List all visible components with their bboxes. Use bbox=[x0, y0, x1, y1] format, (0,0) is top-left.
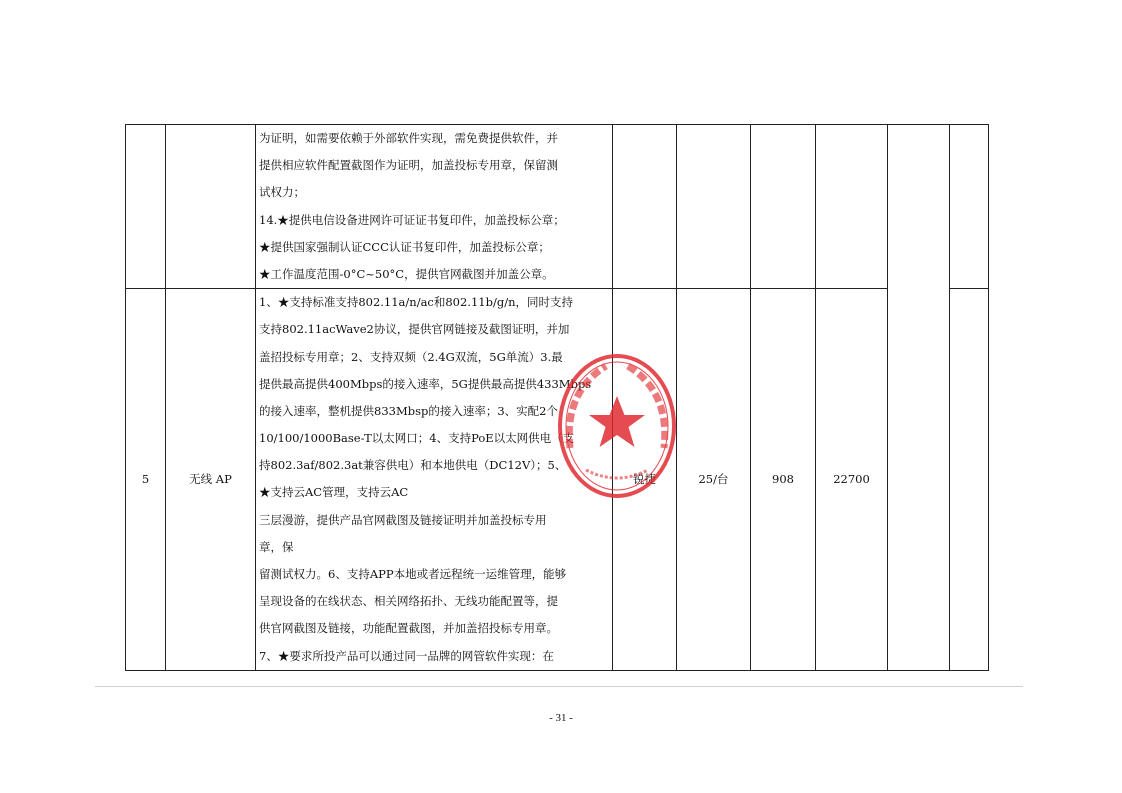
remark-cell bbox=[950, 289, 989, 671]
spec-line: 为证明，如需要依赖于外部软件实现，需免费提供软件，并 bbox=[259, 131, 558, 145]
remark-cell bbox=[950, 125, 989, 289]
spec-line: 留测试权力。6、支持APP本地或者远程统一运维管理，能够 bbox=[259, 567, 567, 581]
spec-line: 章，保 bbox=[259, 539, 294, 554]
spec-line: 持802.3af/802.3at兼容供电）和本地供电（DC12V）；5、 bbox=[259, 458, 567, 473]
spec-table bbox=[125, 124, 989, 671]
spec-description-cell bbox=[256, 125, 613, 289]
row-number-cell bbox=[126, 125, 166, 289]
spec-line: 支持802.11acWave2协议，提供官网链接及截图证明，并加 bbox=[259, 322, 570, 337]
brand-cell: 锐捷 bbox=[613, 289, 677, 671]
item-name-cell bbox=[166, 125, 256, 289]
unit-price-cell: 908 bbox=[751, 289, 816, 671]
item-name-cell: 无线 AP bbox=[166, 289, 256, 671]
spec-line: 14.★提供电信设备进网许可证证书复印件，加盖投标公章； bbox=[259, 212, 565, 227]
spec-line: ★支持云AC管理，支持云AC bbox=[259, 485, 409, 500]
spec-line: 的接入速率，整机提供833Mbsp的接入速率；3、实配2个 bbox=[259, 403, 558, 418]
footer-divider bbox=[95, 686, 1023, 687]
spec-line: 提供相应软件配置截图作为证明，加盖投标专用章，保留测 bbox=[259, 158, 558, 173]
spec-line: 1、★支持标准支持802.11a/n/ac和802.11b/g/n，同时支持 bbox=[259, 295, 573, 310]
spec-line: 提供最高提供400Mbps的接入速率，5G提供最高提供433Mbps bbox=[259, 376, 592, 391]
unit-price-cell bbox=[751, 125, 816, 289]
spec-line: 供官网截图及链接，功能配置截图，并加盖招投标专用章。 bbox=[259, 621, 558, 636]
row-number-cell: 5 bbox=[126, 289, 166, 671]
total-price-cell bbox=[816, 125, 888, 289]
quantity-cell: 25/台 bbox=[677, 289, 751, 671]
spec-line: 呈现设备的在线状态、相关网络拓扑、无线功能配置等，提 bbox=[259, 594, 558, 609]
brand-cell bbox=[613, 125, 677, 289]
spec-description-cell bbox=[256, 289, 613, 671]
spec-line: 7、★要求所投产品可以通过同一品牌的网管软件实现：在 bbox=[259, 648, 554, 663]
table-row bbox=[126, 289, 989, 671]
spec-line: ★提供国家强制认证CCC认证书复印件，加盖投标公章； bbox=[259, 239, 550, 254]
spec-line: ★工作温度范围-0°C~50°C，提供官网截图并加盖公章。 bbox=[259, 266, 554, 281]
spec-line: 三层漫游，提供产品官网截图及链接证明并加盖投标专用 bbox=[259, 512, 547, 527]
total-price-cell: 22700 bbox=[816, 289, 888, 671]
spec-line: 盖招投标专用章；2、支持双频（2.4G双流，5G单流）3.最 bbox=[259, 349, 563, 364]
merged-empty-cell bbox=[888, 125, 950, 671]
quantity-cell bbox=[677, 125, 751, 289]
spec-line: 试权力； bbox=[259, 185, 305, 200]
table-row bbox=[126, 125, 989, 289]
spec-line: 10/100/1000Base-T以太网口；4、支持PoE以太网供电（支 bbox=[259, 431, 575, 446]
page-number: - 31 - bbox=[549, 712, 573, 724]
